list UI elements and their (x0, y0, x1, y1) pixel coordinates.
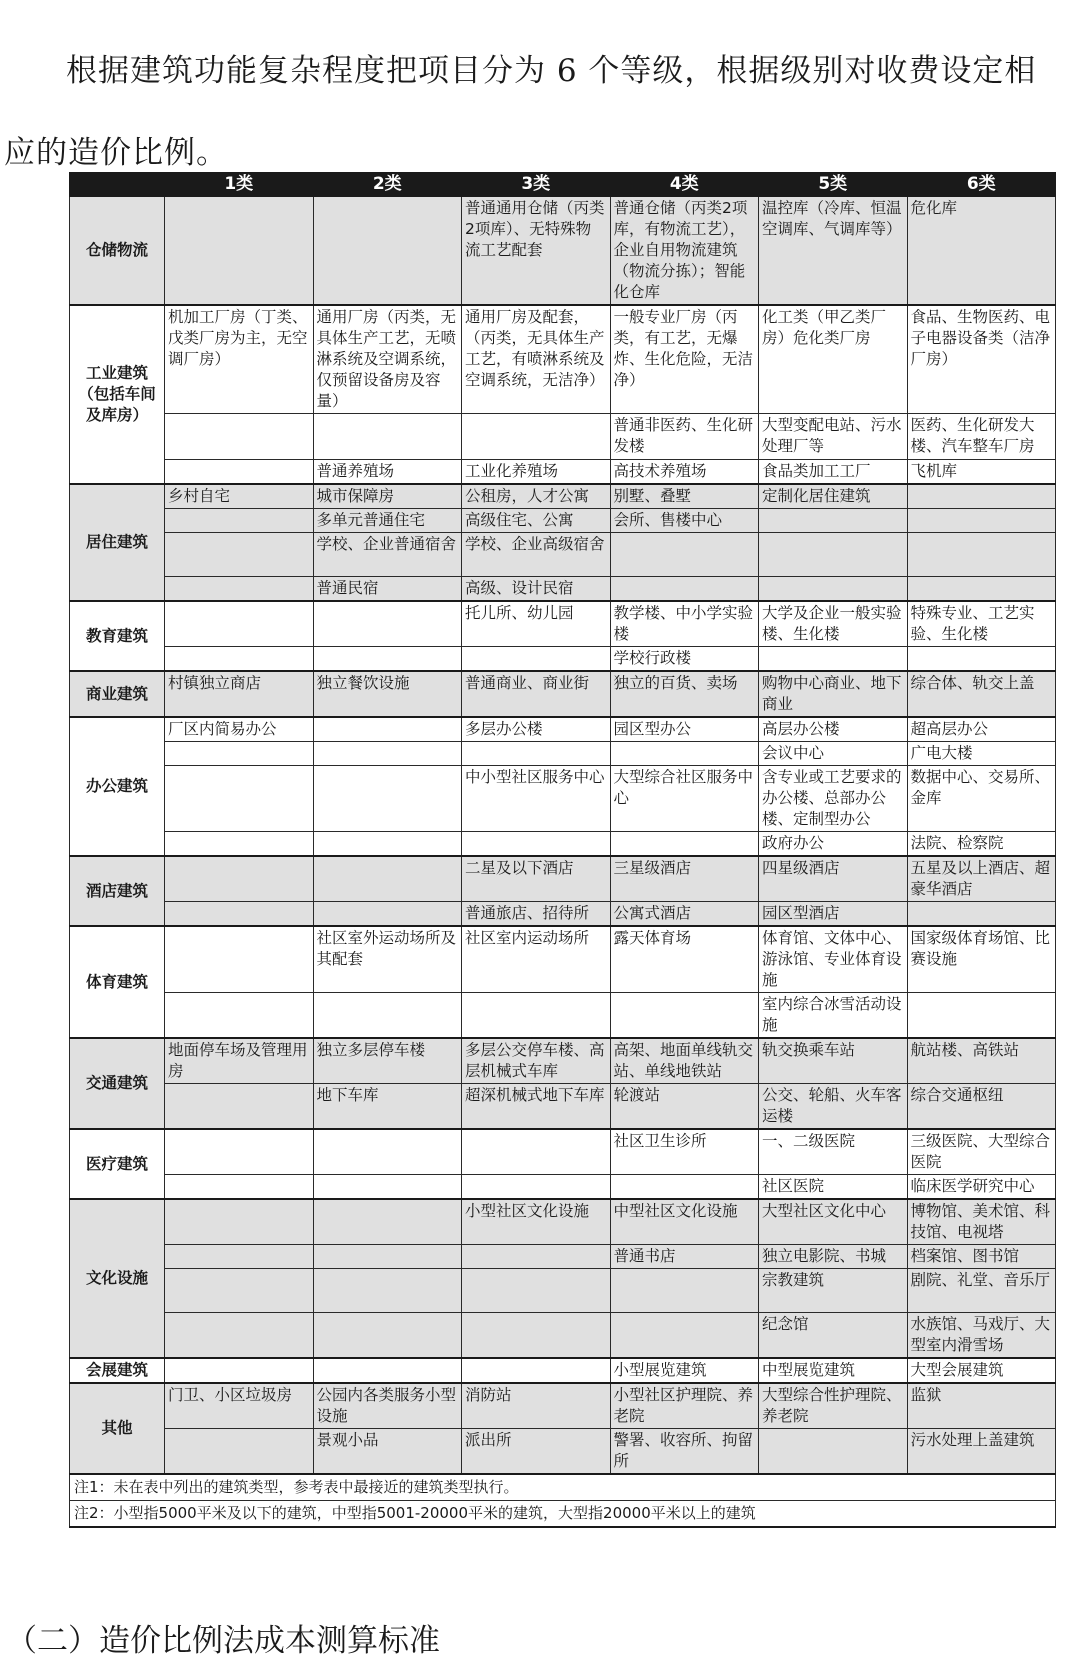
category-group (70, 1383, 1056, 1474)
table-row (70, 926, 1056, 993)
table-cell: 一、二级医院 (759, 1129, 908, 1175)
table-cell: 村镇独立商店 (165, 671, 314, 717)
table-note: 注2：小型指5000平米及以下的建筑，中型指5001-20000平米的建筑，大型指20000平米以上的建筑 (70, 1501, 1056, 1528)
table-cell (313, 856, 462, 902)
table-cell (759, 509, 908, 533)
category-label: 其他 (70, 1383, 165, 1474)
table-cell: 档案馆、图书馆 (907, 1245, 1056, 1269)
table-cell (313, 1199, 462, 1245)
table-cell (610, 742, 759, 766)
intro-line-1: 根据建筑功能复杂程度把项目分为 6 个等级，根据级别对收费设定相 (66, 53, 1037, 89)
category-group (70, 671, 1056, 717)
table-cell (313, 601, 462, 647)
table-cell: 露天体育场 (610, 926, 759, 993)
table-cell (165, 993, 314, 1039)
table-cell (313, 1129, 462, 1175)
header-class-6: 6类 (907, 173, 1056, 197)
table-cell: 公寓式酒店 (610, 902, 759, 927)
table-cell (759, 647, 908, 672)
table-cell (165, 509, 314, 533)
table-row (70, 766, 1056, 832)
table-cell: 一般专业厂房（丙类，有工艺，无爆炸、生化危险，无洁净） (610, 305, 759, 414)
category-label: 体育建筑 (70, 926, 165, 1038)
table-cell (610, 1175, 759, 1200)
table-row (70, 577, 1056, 602)
table-row (70, 1269, 1056, 1313)
table-cell (907, 902, 1056, 927)
table-cell: 大型综合性护理院、养老院 (759, 1383, 908, 1429)
table-cell (462, 832, 611, 857)
table-cell (610, 993, 759, 1039)
table-cell: 监狱 (907, 1383, 1056, 1429)
table-row (70, 1084, 1056, 1130)
table-cell: 临床医学研究中心 (907, 1175, 1056, 1200)
table-cell (165, 1084, 314, 1130)
table-cell: 小型展览建筑 (610, 1358, 759, 1383)
table-cell: 定制化居住建筑 (759, 484, 908, 509)
table-cell: 普通通用仓储（丙类2项库）、无特殊物流工艺配套 (462, 196, 611, 305)
table-cell: 公租房，人才公寓 (462, 484, 611, 509)
table-cell (165, 460, 314, 485)
table-cell: 法院、检察院 (907, 832, 1056, 857)
table-cell: 城市保障房 (313, 484, 462, 509)
category-label: 会展建筑 (70, 1358, 165, 1383)
table-cell: 学校、企业高级宿舍 (462, 533, 611, 577)
table-cell: 地面停车场及管理用房 (165, 1038, 314, 1084)
table-cell: 购物中心商业、地下商业 (759, 671, 908, 717)
table-cell (462, 1358, 611, 1383)
table-cell: 国家级体育场馆、比赛设施 (907, 926, 1056, 993)
table-cell: 二星及以下酒店 (462, 856, 611, 902)
table-cell: 普通旅店、招待所 (462, 902, 611, 927)
table-cell: 广电大楼 (907, 742, 1056, 766)
table-cell: 危化库 (907, 196, 1056, 305)
category-label: 酒店建筑 (70, 856, 165, 926)
table-cell (313, 1245, 462, 1269)
table-row (70, 993, 1056, 1039)
table-cell: 综合体、轨交上盖 (907, 671, 1056, 717)
category-label: 医疗建筑 (70, 1129, 165, 1199)
table-cell: 轨交换乘车站 (759, 1038, 908, 1084)
table-cell: 教学楼、中小学实验楼 (610, 601, 759, 647)
table-cell: 水族馆、马戏厅、大型室内滑雪场 (907, 1313, 1056, 1359)
table-cell: 社区室外运动场所及其配套 (313, 926, 462, 993)
table-row (70, 671, 1056, 717)
table-cell: 普通仓储（丙类2项库，有物流工艺），企业自用物流建筑（物流分拣）；智能化仓库 (610, 196, 759, 305)
table-cell (165, 647, 314, 672)
classification-table (69, 172, 1056, 1528)
table-cell: 景观小品 (313, 1429, 462, 1475)
table-cell (165, 1358, 314, 1383)
table-cell (462, 414, 611, 460)
table-cell (313, 647, 462, 672)
table-cell: 别墅、叠墅 (610, 484, 759, 509)
table-cell: 普通养殖场 (313, 460, 462, 485)
header-class-4: 4类 (610, 173, 759, 197)
table-cell (610, 577, 759, 602)
table-cell (165, 1129, 314, 1175)
table-cell (907, 993, 1056, 1039)
table-cell: 消防站 (462, 1383, 611, 1429)
table-cell: 超高层办公 (907, 717, 1056, 742)
table-cell (313, 902, 462, 927)
table-cell (907, 533, 1056, 577)
table-cell (907, 577, 1056, 602)
table-cell (165, 1199, 314, 1245)
table-cell: 含专业或工艺要求的办公楼、总部办公楼、定制型办公 (759, 766, 908, 832)
table-cell: 剧院、礼堂、音乐厅 (907, 1269, 1056, 1313)
category-group (70, 717, 1056, 856)
table-row (70, 856, 1056, 902)
table-cell (462, 1175, 611, 1200)
table-row (70, 533, 1056, 577)
table-row (70, 1175, 1056, 1200)
table-cell: 食品、生物医药、电子电器设备类（洁净厂房） (907, 305, 1056, 414)
table-cell: 社区室内运动场所 (462, 926, 611, 993)
table-cell (165, 601, 314, 647)
table-row (70, 509, 1056, 533)
table-row (70, 902, 1056, 927)
table-cell (313, 196, 462, 305)
table-cell: 体育馆、文体中心、游泳馆、专业体育设施 (759, 926, 908, 993)
category-label: 教育建筑 (70, 601, 165, 671)
table-cell (759, 1429, 908, 1475)
table-cell: 社区卫生诊所 (610, 1129, 759, 1175)
table-cell: 小型社区护理院、养老院 (610, 1383, 759, 1429)
table-cell: 食品类加工工厂 (759, 460, 908, 485)
table-cell (907, 647, 1056, 672)
table-cell: 大型变配电站、污水处理厂等 (759, 414, 908, 460)
table-cell: 中型展览建筑 (759, 1358, 908, 1383)
table-cell: 警署、收容所、拘留所 (610, 1429, 759, 1475)
table-cell: 飞机库 (907, 460, 1056, 485)
category-group (70, 196, 1056, 305)
table-cell (165, 196, 314, 305)
table-header-row (70, 173, 1056, 197)
table-cell (462, 1129, 611, 1175)
section-heading: （二）造价比例法成本测算标准 (6, 1623, 440, 1659)
table-cell (165, 1313, 314, 1359)
table-cell: 数据中心、交易所、金库 (907, 766, 1056, 832)
table-cell: 轮渡站 (610, 1084, 759, 1130)
table-cell: 学校行政楼 (610, 647, 759, 672)
table-cell (165, 414, 314, 460)
table-cell: 大学及企业一般实验楼、生化楼 (759, 601, 908, 647)
table-cell (610, 1269, 759, 1313)
header-class-1: 1类 (165, 173, 314, 197)
table-cell: 大型综合社区服务中心 (610, 766, 759, 832)
table-cell: 公园内各类服务小型设施 (313, 1383, 462, 1429)
table-row (70, 1383, 1056, 1429)
table-note: 注1：未在表中列出的建筑类型，参考表中最接近的建筑类型执行。 (70, 1474, 1056, 1501)
table-cell (907, 484, 1056, 509)
table-cell: 高级住宅、公寓 (462, 509, 611, 533)
table-cell (462, 647, 611, 672)
table-cell: 园区型办公 (610, 717, 759, 742)
table-cell (165, 577, 314, 602)
table-cell: 中小型社区服务中心 (462, 766, 611, 832)
category-label: 文化设施 (70, 1199, 165, 1358)
table-cell: 污水处理上盖建筑 (907, 1429, 1056, 1475)
table-cell: 三星级酒店 (610, 856, 759, 902)
table-cell: 高技术养殖场 (610, 460, 759, 485)
table-cell: 会议中心 (759, 742, 908, 766)
category-label: 工业建筑（包括车间及库房） (70, 305, 165, 484)
header-class-5: 5类 (759, 173, 908, 197)
table-row (70, 1358, 1056, 1383)
table-cell: 独立餐饮设施 (313, 671, 462, 717)
table-cell: 独立的百货、卖场 (610, 671, 759, 717)
table-row (70, 717, 1056, 742)
category-group (70, 1358, 1056, 1383)
table-row (70, 1429, 1056, 1475)
category-group (70, 484, 1056, 601)
table-cell: 超深机械式地下车库 (462, 1084, 611, 1130)
table-cell (313, 1313, 462, 1359)
table-cell: 综合交通枢纽 (907, 1084, 1056, 1130)
category-label: 商业建筑 (70, 671, 165, 717)
table-cell (462, 993, 611, 1039)
header-class-2: 2类 (313, 173, 462, 197)
table-cell: 普通非医药、生化研发楼 (610, 414, 759, 460)
table-cell: 通用厂房（丙类，无具体生产工艺，无喷淋系统及空调系统，仅预留设备房及容量） (313, 305, 462, 414)
table-cell: 派出所 (462, 1429, 611, 1475)
table-cell: 博物馆、美术馆、科技馆、电视塔 (907, 1199, 1056, 1245)
table-cell: 园区型酒店 (759, 902, 908, 927)
table-cell (462, 742, 611, 766)
table-cell (313, 742, 462, 766)
table-cell (610, 533, 759, 577)
table-cell: 普通书店 (610, 1245, 759, 1269)
category-label: 居住建筑 (70, 484, 165, 601)
table-cell: 门卫、小区垃圾房 (165, 1383, 314, 1429)
table-cell (313, 1175, 462, 1200)
table-cell (313, 993, 462, 1039)
table-cell: 高级、设计民宿 (462, 577, 611, 602)
table-cell (313, 414, 462, 460)
table-cell: 多层公交停车楼、高层机械式车库 (462, 1038, 611, 1084)
table-cell: 通用厂房及配套，（丙类，无具体生产工艺，有喷淋系统及空调系统，无洁净） (462, 305, 611, 414)
table-cell: 地下车库 (313, 1084, 462, 1130)
table-row (70, 601, 1056, 647)
table-cell (313, 766, 462, 832)
table-cell: 乡村自宅 (165, 484, 314, 509)
table-cell (462, 1269, 611, 1313)
table-row (70, 1129, 1056, 1175)
category-group (70, 1199, 1056, 1358)
table-cell (165, 1245, 314, 1269)
table-cell: 公交、轮船、火车客运楼 (759, 1084, 908, 1130)
table-cell (610, 832, 759, 857)
table-cell: 多层办公楼 (462, 717, 611, 742)
table-row (70, 1199, 1056, 1245)
category-label: 仓储物流 (70, 196, 165, 305)
table-cell: 航站楼、高铁站 (907, 1038, 1056, 1084)
table-cell: 独立多层停车楼 (313, 1038, 462, 1084)
table-cell: 托儿所、幼儿园 (462, 601, 611, 647)
intro-line-2: 应的造价比例。 (4, 135, 228, 171)
table-cell: 学校、企业普通宿舍 (313, 533, 462, 577)
table-cell: 厂区内简易办公 (165, 717, 314, 742)
table-cell (759, 533, 908, 577)
table-cell: 小型社区文化设施 (462, 1199, 611, 1245)
table-row (70, 742, 1056, 766)
table-cell (313, 1358, 462, 1383)
table-cell (165, 1429, 314, 1475)
table-cell (462, 1313, 611, 1359)
table-cell: 普通商业、商业街 (462, 671, 611, 717)
table-cell (165, 1175, 314, 1200)
table-cell: 四星级酒店 (759, 856, 908, 902)
table-cell: 工业化养殖场 (462, 460, 611, 485)
category-label: 交通建筑 (70, 1038, 165, 1129)
table-cell: 医药、生化研发大楼、汽车整车厂房 (907, 414, 1056, 460)
table-cell (907, 509, 1056, 533)
table-cell (165, 742, 314, 766)
category-group (70, 1038, 1056, 1129)
table-cell: 会所、售楼中心 (610, 509, 759, 533)
table-cell (313, 1269, 462, 1313)
table-row (70, 305, 1056, 414)
table-row (70, 196, 1056, 305)
table-cell (313, 717, 462, 742)
table-row (70, 414, 1056, 460)
category-group (70, 1129, 1056, 1199)
header-class-3: 3类 (462, 173, 611, 197)
table-cell: 室内综合冰雪活动设施 (759, 993, 908, 1039)
category-group (70, 856, 1056, 926)
table-cell: 高架、地面单线轨交站、单线地铁站 (610, 1038, 759, 1084)
table-cell (165, 856, 314, 902)
table-cell: 普通民宿 (313, 577, 462, 602)
table-cell: 机加工厂房（丁类、戊类厂房为主，无空调厂房） (165, 305, 314, 414)
table-cell: 温控库（冷库、恒温空调库、气调库等） (759, 196, 908, 305)
table-row (70, 484, 1056, 509)
table-row (70, 1245, 1056, 1269)
table-row (70, 647, 1056, 672)
table-cell (610, 1313, 759, 1359)
table-cell: 中型社区文化设施 (610, 1199, 759, 1245)
table-cell: 独立电影院、书城 (759, 1245, 908, 1269)
category-group (70, 601, 1056, 671)
category-group (70, 926, 1056, 1038)
table-cell: 五星及以上酒店、超豪华酒店 (907, 856, 1056, 902)
building-classification-table (69, 172, 1055, 1528)
table-row (70, 460, 1056, 485)
table-notes (70, 1474, 1056, 1527)
table-cell: 多单元普通住宅 (313, 509, 462, 533)
table-cell: 化工类（甲乙类厂房）危化类厂房 (759, 305, 908, 414)
table-cell (165, 766, 314, 832)
table-cell (313, 832, 462, 857)
table-cell: 特殊专业、工艺实验、生化楼 (907, 601, 1056, 647)
table-cell: 宗教建筑 (759, 1269, 908, 1313)
table-cell: 政府办公 (759, 832, 908, 857)
table-cell: 三级医院、大型综合医院 (907, 1129, 1056, 1175)
table-cell (165, 832, 314, 857)
header-blank (70, 173, 165, 197)
table-row (70, 1038, 1056, 1084)
table-cell: 大型社区文化中心 (759, 1199, 908, 1245)
intro-paragraph (0, 30, 1080, 194)
table-cell: 大型会展建筑 (907, 1358, 1056, 1383)
table-row (70, 1313, 1056, 1359)
table-cell (165, 926, 314, 993)
table-cell (759, 577, 908, 602)
table-cell (462, 1245, 611, 1269)
table-cell (165, 533, 314, 577)
category-label: 办公建筑 (70, 717, 165, 856)
category-group (70, 305, 1056, 484)
table-cell (165, 1269, 314, 1313)
table-cell (165, 902, 314, 927)
table-cell: 社区医院 (759, 1175, 908, 1200)
table-row (70, 832, 1056, 857)
table-cell: 高层办公楼 (759, 717, 908, 742)
table-cell: 纪念馆 (759, 1313, 908, 1359)
